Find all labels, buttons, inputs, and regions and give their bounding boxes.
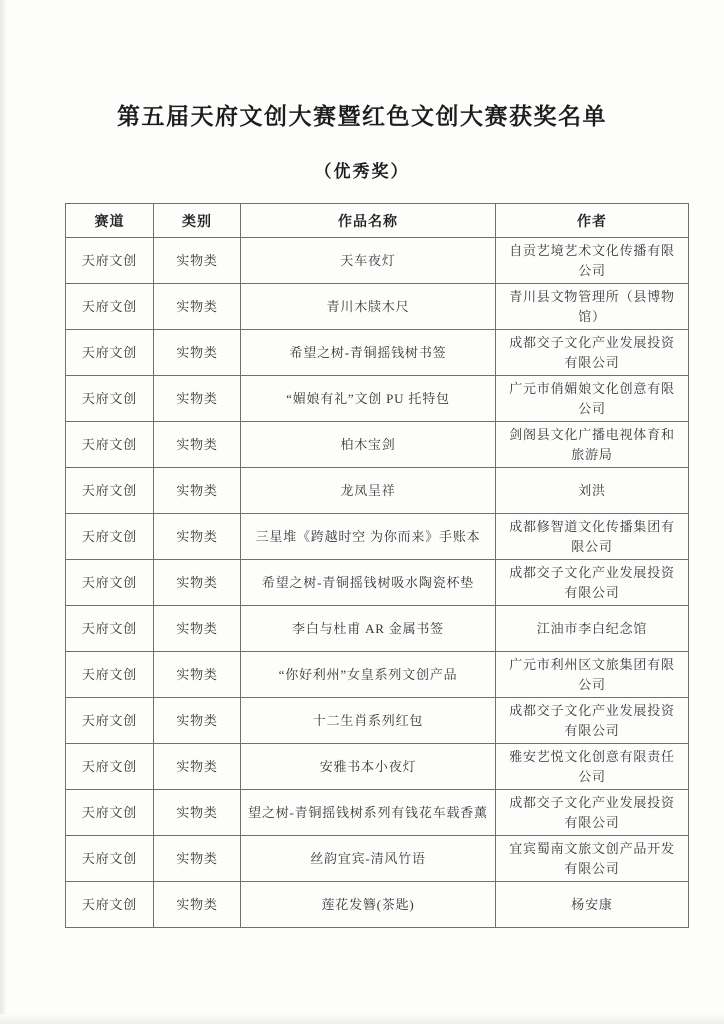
cell-category: 实物类 xyxy=(154,514,241,560)
cell-work-name: 龙凤呈祥 xyxy=(241,468,496,514)
cell-category: 实物类 xyxy=(154,698,241,744)
cell-category: 实物类 xyxy=(154,284,241,330)
cell-track: 天府文创 xyxy=(66,422,154,468)
cell-track: 天府文创 xyxy=(66,560,154,606)
cell-work-name: 三星堆《跨越时空 为你而来》手账本 xyxy=(241,514,496,560)
cell-work-name: 天车夜灯 xyxy=(241,238,496,284)
cell-track: 天府文创 xyxy=(66,468,154,514)
cell-author: 广元市俏媚娘文化创意有限公司 xyxy=(496,376,689,422)
table-row xyxy=(66,698,689,744)
cell-author: 宜宾蜀南文旅文创产品开发有限公司 xyxy=(496,836,689,882)
scan-edge-left xyxy=(0,0,7,1024)
header-track: 赛道 xyxy=(66,204,154,238)
cell-work-name: “媚娘有礼”文创 PU 托特包 xyxy=(241,376,496,422)
cell-author: 雅安艺悦文化创意有限责任公司 xyxy=(496,744,689,790)
table-row xyxy=(66,744,689,790)
table-row xyxy=(66,790,689,836)
cell-category: 实物类 xyxy=(154,238,241,284)
cell-category: 实物类 xyxy=(154,790,241,836)
cell-track: 天府文创 xyxy=(66,836,154,882)
cell-category: 实物类 xyxy=(154,330,241,376)
table-row xyxy=(66,514,689,560)
cell-author: 成都交子文化产业发展投资有限公司 xyxy=(496,790,689,836)
cell-track: 天府文创 xyxy=(66,744,154,790)
cell-work-name: 希望之树-青铜摇钱树书签 xyxy=(241,330,496,376)
table-row xyxy=(66,422,689,468)
scan-edge-bottom xyxy=(0,1014,724,1024)
cell-work-name: 丝韵宜宾-清风竹语 xyxy=(241,836,496,882)
cell-author: 剑阁县文化广播电视体育和旅游局 xyxy=(496,422,689,468)
cell-category: 实物类 xyxy=(154,606,241,652)
header-work-name: 作品名称 xyxy=(241,204,496,238)
table-row xyxy=(66,376,689,422)
cell-category: 实物类 xyxy=(154,376,241,422)
table-row xyxy=(66,330,689,376)
table-row xyxy=(66,560,689,606)
table-row xyxy=(66,652,689,698)
table-row xyxy=(66,238,689,284)
table-row xyxy=(66,836,689,882)
page-title: 第五届天府文创大赛暨红色文创大赛获奖名单 xyxy=(117,104,607,129)
awards-table-body xyxy=(66,238,689,928)
cell-track: 天府文创 xyxy=(66,698,154,744)
cell-track: 天府文创 xyxy=(66,882,154,928)
table-row xyxy=(66,882,689,928)
cell-work-name: 柏木宝剑 xyxy=(241,422,496,468)
cell-work-name: 莲花发簪(茶匙) xyxy=(241,882,496,928)
cell-track: 天府文创 xyxy=(66,330,154,376)
table-row xyxy=(66,468,689,514)
cell-track: 天府文创 xyxy=(66,238,154,284)
cell-author: 青川县文物管理所（县博物馆） xyxy=(496,284,689,330)
cell-track: 天府文创 xyxy=(66,790,154,836)
table-row xyxy=(66,606,689,652)
cell-author: 广元市利州区文旅集团有限公司 xyxy=(496,652,689,698)
cell-category: 实物类 xyxy=(154,882,241,928)
cell-category: 实物类 xyxy=(154,468,241,514)
cell-author: 成都交子文化产业发展投资有限公司 xyxy=(496,698,689,744)
cell-track: 天府文创 xyxy=(66,514,154,560)
cell-work-name: 希望之树-青铜摇钱树吸水陶瓷杯垫 xyxy=(241,560,496,606)
cell-work-name: 青川木牍木尺 xyxy=(241,284,496,330)
cell-author: 成都修智道文化传播集团有限公司 xyxy=(496,514,689,560)
cell-work-name: 李白与杜甫 AR 金属书签 xyxy=(241,606,496,652)
table-header-row xyxy=(66,204,689,238)
header-category: 类别 xyxy=(154,204,241,238)
cell-category: 实物类 xyxy=(154,422,241,468)
cell-author: 杨安康 xyxy=(496,882,689,928)
page-subtitle: （优秀奖） xyxy=(314,162,410,181)
cell-work-name: 望之树-青铜摇钱树系列有钱花车载香薰 xyxy=(241,790,496,836)
cell-work-name: 十二生肖系列红包 xyxy=(241,698,496,744)
cell-work-name: 安雅书本小夜灯 xyxy=(241,744,496,790)
cell-author: 江油市李白纪念馆 xyxy=(496,606,689,652)
cell-category: 实物类 xyxy=(154,560,241,606)
cell-category: 实物类 xyxy=(154,652,241,698)
cell-track: 天府文创 xyxy=(66,284,154,330)
cell-author: 自贡艺境艺术文化传播有限公司 xyxy=(496,238,689,284)
header-author: 作者 xyxy=(496,204,689,238)
cell-category: 实物类 xyxy=(154,744,241,790)
cell-author: 成都交子文化产业发展投资有限公司 xyxy=(496,330,689,376)
cell-category: 实物类 xyxy=(154,836,241,882)
cell-track: 天府文创 xyxy=(66,376,154,422)
table-row xyxy=(66,284,689,330)
cell-author: 成都交子文化产业发展投资有限公司 xyxy=(496,560,689,606)
awards-table xyxy=(65,203,689,928)
cell-track: 天府文创 xyxy=(66,606,154,652)
cell-work-name: “你好利州”女皇系列文创产品 xyxy=(241,652,496,698)
cell-track: 天府文创 xyxy=(66,652,154,698)
cell-author: 刘洪 xyxy=(496,468,689,514)
